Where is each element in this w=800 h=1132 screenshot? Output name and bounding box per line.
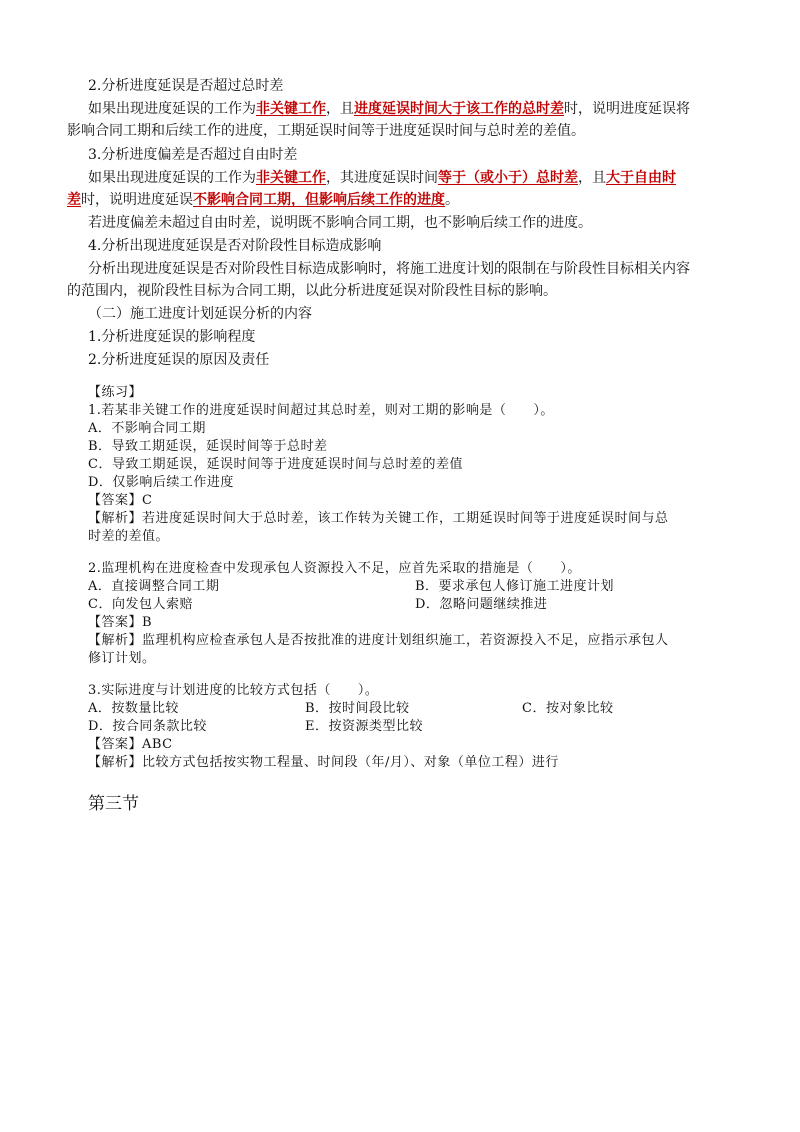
section-2-item-2: 2.分析进度延误的原因及责任 xyxy=(88,352,270,368)
q3-option-d: D．按合同条款比较 xyxy=(88,719,207,734)
q3-analysis: 【解析】比较方式包括按实物工程量、时间段（年/月）、对象（单位工程）进行 xyxy=(88,755,559,770)
q2-analysis-line1: 【解析】监理机构应检查承包人是否按批准的进度计划组织施工，若资源投入不足，应指示承包人 xyxy=(88,633,669,648)
q1-option-a: A．不影响合同工期 xyxy=(88,421,206,436)
text: 如果出现进度延误的工作为 xyxy=(88,101,256,117)
q3-answer: 【答案】ABC xyxy=(88,737,173,752)
q2-option-d: D．忽略问题继续推进 xyxy=(415,597,548,612)
q2-stem: 2.监理机构在进度检查中发现承包人资源投入不足，应首先采取的措施是（ ）。 xyxy=(88,561,581,576)
q2-answer: 【答案】B xyxy=(88,615,153,630)
text: 时，说明进度延误将 xyxy=(564,101,690,117)
emphasis-text: 等于（或小于）总时差 xyxy=(438,170,578,186)
heading-2: 2.分析进度延误是否超过总时差 xyxy=(88,78,284,94)
q3-option-a: A．按数量比较 xyxy=(88,701,179,716)
heading-3: 3.分析进度偏差是否超过自由时差 xyxy=(88,147,298,163)
q1-option-b: B．导致工期延误，延误时间等于总时差 xyxy=(88,439,328,454)
q2-option-b: B．要求承包人修订施工进度计划 xyxy=(415,579,615,594)
text: 。 xyxy=(445,192,459,208)
q1-analysis-line2: 时差的差值。 xyxy=(88,529,170,544)
paragraph-2-line2: 影响合同工期和后续工作的进度，工期延误时间等于进度延误时间与总时差的差值。 xyxy=(67,123,585,139)
next-section-title: 第三节 xyxy=(88,794,139,814)
paragraph-4-line1: 分析出现进度延误是否对阶段性目标造成影响时，将施工进度计划的限制在与阶段性目标相关内容 xyxy=(88,261,690,277)
text: ，其进度延误时间 xyxy=(326,170,438,186)
emphasis-text: 大于自由时 xyxy=(606,170,676,186)
q3-option-b: B．按时间段比较 xyxy=(305,701,410,716)
q1-stem: 1.若某非关键工作的进度延误时间超过其总时差，则对工期的影响是（ ）。 xyxy=(88,403,554,418)
heading-4: 4.分析出现进度延误是否对阶段性目标造成影响 xyxy=(88,238,382,254)
text: 如果出现进度延误的工作为 xyxy=(88,170,256,186)
text: 时，说明进度延误 xyxy=(81,192,193,208)
text: ，且 xyxy=(326,101,354,117)
text: ，且 xyxy=(578,170,606,186)
q1-option-d: D．仅影响后续工作进度 xyxy=(88,475,234,490)
section-2-item-1: 1.分析进度延误的影响程度 xyxy=(88,329,256,345)
q1-answer: 【答案】C xyxy=(88,493,153,508)
paragraph-3-line1 xyxy=(88,168,676,188)
paragraph-4-line2: 的范围内，视阶段性目标为合同工期，以此分析进度延误对阶段性目标的影响。 xyxy=(67,283,557,299)
paragraph-2-line1 xyxy=(88,99,690,119)
emphasis-text: 差 xyxy=(67,192,81,208)
q3-option-e: E．按资源类型比较 xyxy=(305,719,423,734)
practice-header: 【练习】 xyxy=(88,385,143,400)
emphasis-text: 非关键工作 xyxy=(256,101,326,117)
emphasis-text: 非关键工作 xyxy=(256,170,326,186)
emphasis-text: 进度延误时间大于该工作的总时差 xyxy=(354,101,564,117)
q3-stem: 3.实际进度与计划进度的比较方式包括（ ）。 xyxy=(88,683,379,698)
q3-option-c: C．按对象比较 xyxy=(522,701,614,716)
q2-analysis-line2: 修订计划。 xyxy=(88,651,156,666)
q1-option-c: C．导致工期延误，延误时间等于进度延误时间与总时差的差值 xyxy=(88,457,463,472)
paragraph-3-line2 xyxy=(67,190,459,210)
q1-analysis-line1: 【解析】若进度延误时间大于总时差，该工作转为关键工作，工期延误时间等于进度延误时间与总 xyxy=(88,511,669,526)
paragraph-3b: 若进度偏差未超过自由时差，说明既不影响合同工期，也不影响后续工作的进度。 xyxy=(88,215,592,231)
q2-option-a: A．直接调整合同工期 xyxy=(88,579,220,594)
q2-option-c: C．向发包人索赔 xyxy=(88,597,193,612)
section-2-heading: （二）施工进度计划延误分析的内容 xyxy=(88,306,312,322)
emphasis-text: 不影响合同工期，但影响后续工作的进度 xyxy=(193,192,445,208)
